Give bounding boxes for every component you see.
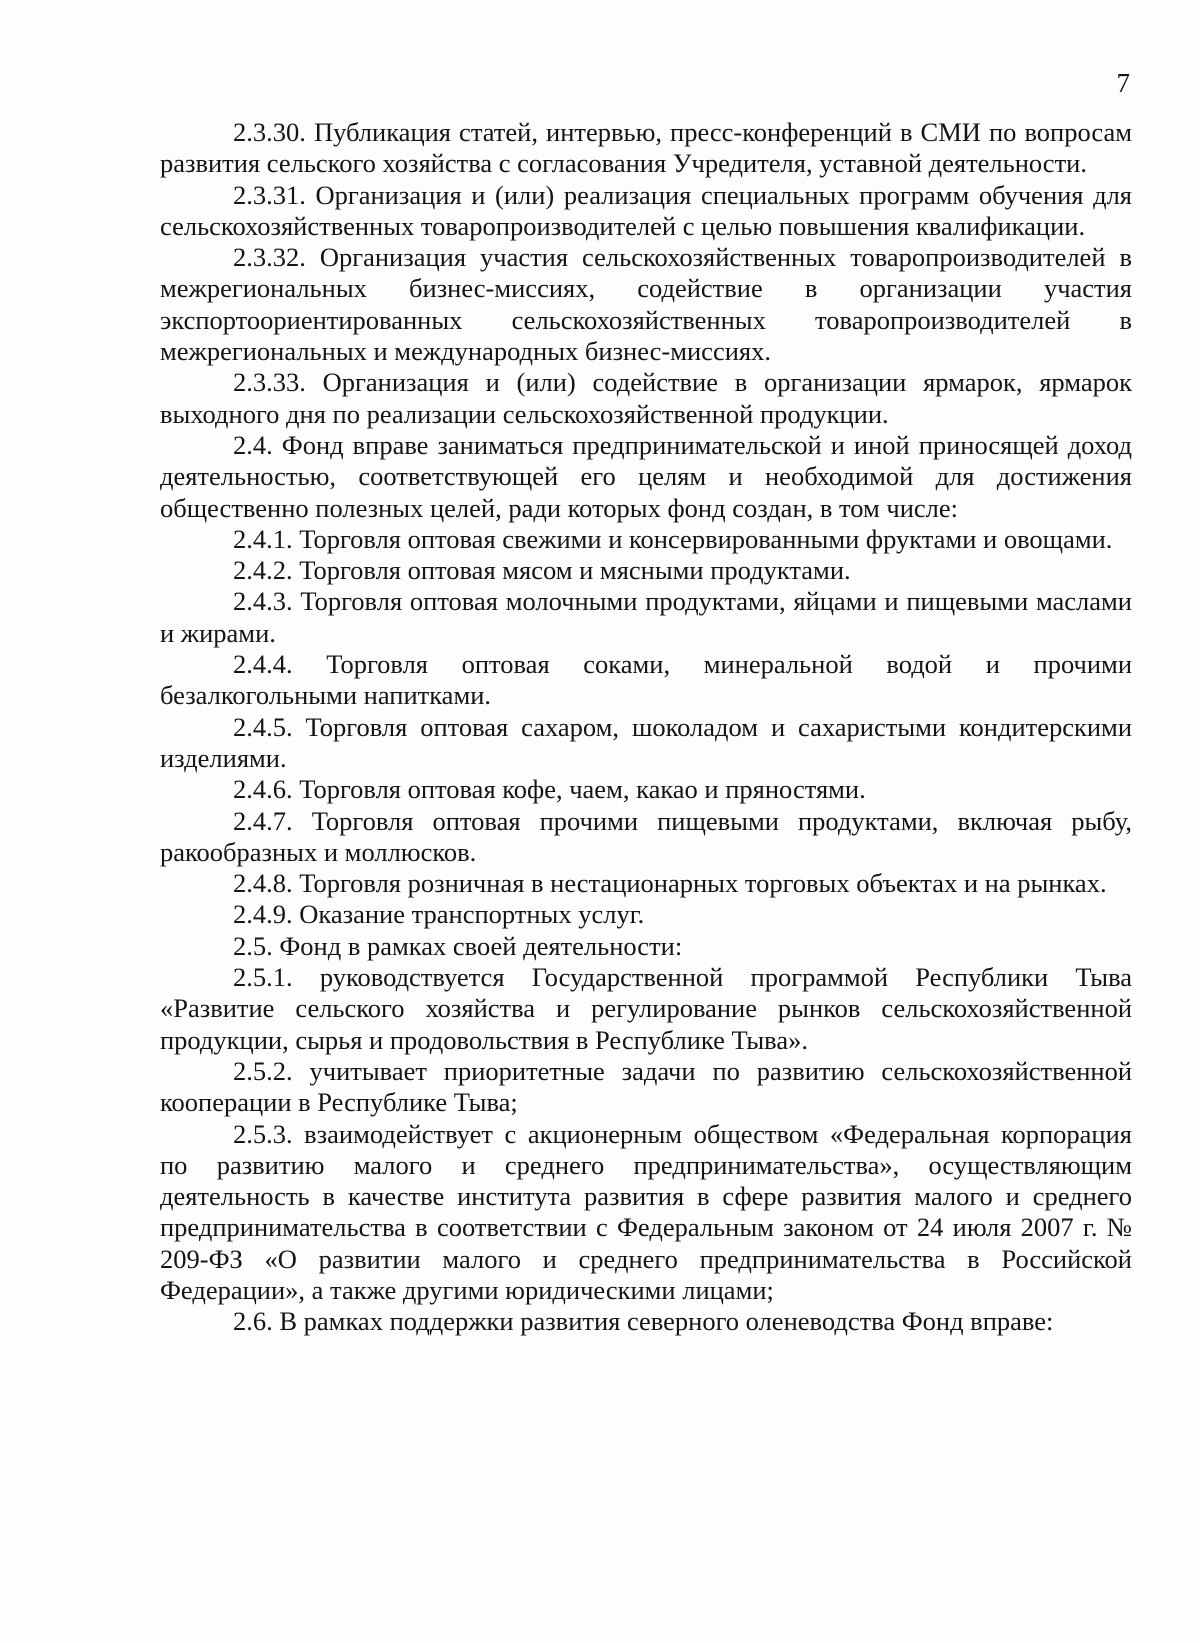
paragraph-2-4-9: 2.4.9. Оказание транспортных услуг.	[233, 899, 645, 930]
paragraph-2-3-31: 2.3.31. Организация и (или) реализация специальных программ обучения для сельскохозяйственных товаропроизводителей с целью повышения квалификации.	[160, 179, 1132, 241]
page-number: 7	[1116, 68, 1130, 98]
paragraph-2-3-30: 2.3.30. Публикация статей, интервью, пресс-конференций в СМИ по вопросам развития сельского хозяйства с согласования Учредителя, уставной деятельности.	[160, 117, 1132, 179]
paragraph-2-5-1: 2.5.1. руководствуется Государственной программой Республики Тыва «Развитие сельского хозяйства и регулирование рынков сельскохозяйственной продукции, сырья и продовольствия в Республике Тыва».	[160, 962, 1132, 1055]
paragraph-2-4-8: 2.4.8. Торговля розничная в нестационарных торговых объектах и на рынках.	[233, 868, 1107, 899]
paragraph-2-3-33: 2.3.33. Организация и (или) содействие в организации ярмарок, ярмарок выходного дня по реализации сельскохозяйственной продукции.	[160, 367, 1132, 429]
paragraph-2-5-3: 2.5.3. взаимодействует с акционерным обществом «Федеральная корпорация по развитию малого и среднего предпринимательства», осуществляющим деятельность в качестве института развития в сфере развития малого и среднего предпринимательства в соответствии с Федеральным законом от 24 июля 2007 г. № 209-ФЗ «О развитии малого и среднего предпринимательства в Российской Федерации», а также другими юридическими лицами;	[160, 1118, 1132, 1305]
paragraph-2-4: 2.4. Фонд вправе заниматься предпринимательской и иной приносящей доход деятельностью, соответствующей его целям и необходимой для достижения общественно полезных целей, ради которых фонд создан, в том числе:	[160, 429, 1132, 523]
document-body	[160, 117, 1132, 1338]
paragraph-2-4-7: 2.4.7. Торговля оптовая прочими пищевыми продуктами, включая рыбу, ракообразных и моллюсков.	[160, 805, 1132, 867]
paragraph-2-4-6: 2.4.6. Торговля оптовая кофе, чаем, какао и пряностями.	[233, 774, 866, 805]
paragraph-2-4-5: 2.4.5. Торговля оптовая сахаром, шоколадом и сахаристыми кондитерскими изделиями.	[160, 711, 1132, 773]
paragraph-2-4-2: 2.4.2. Торговля оптовая мясом и мясными продуктами.	[233, 555, 851, 586]
paragraph-2-5: 2.5. Фонд в рамках своей деятельности:	[233, 930, 683, 961]
paragraph-2-5-2: 2.5.2. учитывает приоритетные задачи по развитию сельскохозяйственной кооперации в Республике Тыва;	[160, 1055, 1132, 1118]
paragraph-2-4-4: 2.4.4. Торговля оптовая соками, минеральной водой и прочими безалкогольными напитками.	[160, 649, 1132, 711]
paragraph-2-4-3: 2.4.3. Торговля оптовая молочными продуктами, яйцами и пищевыми маслами и жирами.	[160, 586, 1132, 648]
paragraph-2-4-1: 2.4.1. Торговля оптовая свежими и консервированными фруктами и овощами.	[233, 523, 1113, 554]
paragraph-2-3-32: 2.3.32. Организация участия сельскохозяйственных товаропроизводителей в межрегиональных бизнес-миссиях, содействие в организации участия экспортоориентированных сельскохозяйственных товаропроизводителей в межрегиональных и международных бизнес-миссиях.	[160, 242, 1132, 367]
paragraph-2-6: 2.6. В рамках поддержки развития северного оленеводства Фонд вправе:	[233, 1306, 1054, 1337]
